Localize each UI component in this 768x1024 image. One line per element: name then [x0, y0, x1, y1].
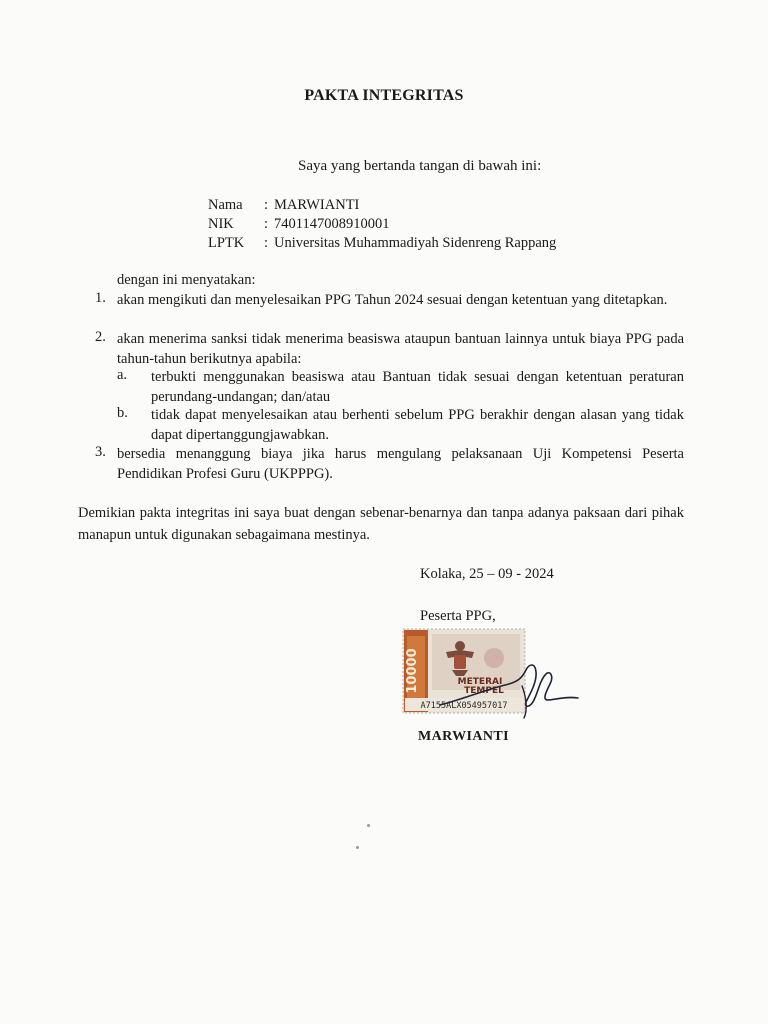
- identity-row-name: Nama : MARWIANTI: [208, 197, 360, 213]
- item-number: 1.: [95, 290, 106, 306]
- identity-value: Universitas Muhammadiyah Sidenreng Rappang: [274, 235, 557, 251]
- statement-item: akan menerima sanksi tidak menerima beasiswa ataupun bantuan lainnya untuk biaya PPG pada tahun-tahun berikutnya apabila:: [117, 331, 684, 367]
- signature-mark: [430, 650, 580, 725]
- statement-item: akan mengikuti dan menyelesaikan PPG Tahun 2024 sesuai dengan ketentuan yang ditetapkan.: [117, 292, 668, 308]
- statement-item: bersedia menanggung biaya jika harus mengulang pelaksanaan Uji Kompetensi Peserta Pendidikan Profesi Guru (UKPPPG).: [117, 446, 684, 482]
- identity-value: MARWIANTI: [274, 197, 360, 213]
- stamp-value: 10000: [405, 648, 420, 694]
- place-date: Kolaka, 25 – 09 - 2024: [420, 566, 554, 582]
- identity-label: NIK: [208, 216, 234, 232]
- item-number: 3.: [95, 444, 106, 460]
- identity-row-nik: NIK : 7401147008910001: [208, 216, 390, 232]
- item-number: 2.: [95, 329, 106, 345]
- statement-subitem: tidak dapat menyelesaikan atau berhenti sebelum PPG berakhir dengan alasan yang tidak dapat dipertanggungjawabkan.: [151, 407, 684, 443]
- scan-speck: [367, 824, 370, 827]
- identity-label: Nama: [208, 197, 243, 213]
- signer-name: MARWIANTI: [418, 729, 509, 744]
- statement-subitem: terbukti menggunakan beasiswa atau Bantuan tidak sesuai dengan ketentuan peraturan perundang-undangan; dan/atau: [151, 369, 684, 405]
- document-title: PAKTA INTEGRITAS: [304, 87, 464, 104]
- identity-value: 7401147008910001: [274, 216, 390, 232]
- intro-text: Saya yang bertanda tangan di bawah ini:: [298, 158, 542, 174]
- scan-speck: [356, 846, 359, 849]
- statement-intro: dengan ini menyatakan:: [117, 272, 256, 288]
- stamp-line1: METERAI: [457, 677, 503, 687]
- identity-label: LPTK: [208, 235, 245, 251]
- subitem-letter: b.: [117, 405, 128, 421]
- subitem-letter: a.: [117, 367, 128, 383]
- stamp-serial: A7155ALX054957017: [420, 701, 508, 711]
- signer-role: Peserta PPG,: [420, 608, 496, 624]
- closing-paragraph: Demikian pakta integritas ini saya buat dengan sebenar-benarnya dan tanpa adanya paksaan dari pihak manapun untuk digunakan sebagaimana mestinya.: [78, 505, 684, 543]
- stamp-line2: TEMPEL: [464, 686, 504, 696]
- identity-row-lptk: LPTK : Universitas Muhammadiyah Sidenreng Rappang: [208, 235, 557, 251]
